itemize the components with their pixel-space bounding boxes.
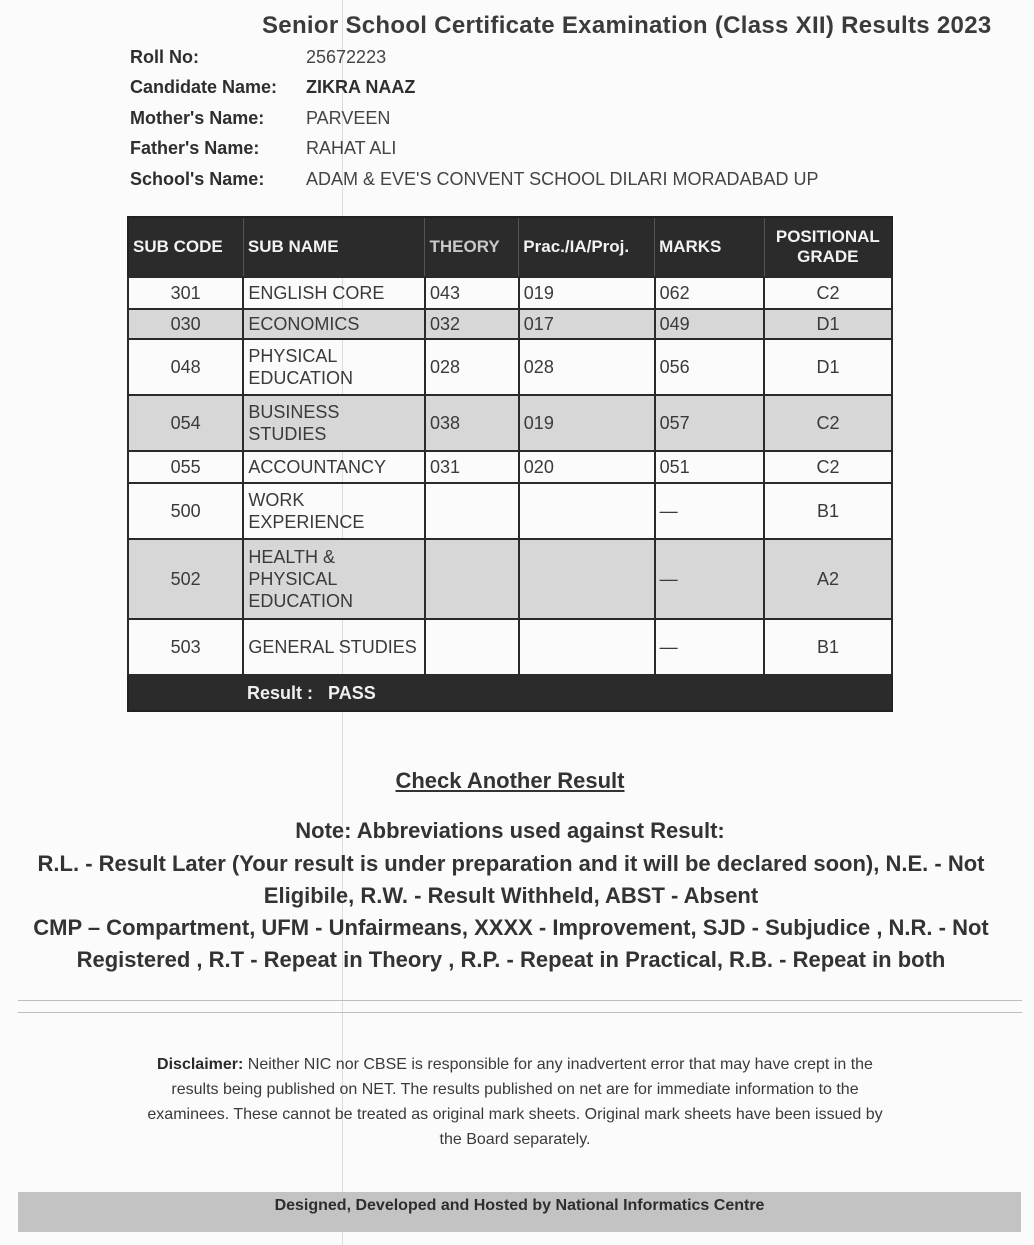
theory-cell: 038 [425,395,519,451]
marks-cell: 049 [655,309,765,339]
header-grade-line2: GRADE [797,247,859,266]
school-name-value: ADAM & EVE'S CONVENT SCHOOL DILARI MORADABAD UP [306,168,819,189]
sub-code-cell: 055 [128,451,243,483]
note-abbreviations-1: R.L. - Result Later (Your result is under preparation and it will be declared soon), N.E. - Not Eligibile, R.W. - Result Withheld, ABST - Absent [37,851,985,908]
header-positional-grade [764,217,892,277]
theory-cell: 028 [425,339,519,395]
header-marks: MARKS [655,217,765,277]
mother-name-row [130,103,819,134]
result-label: Result : [247,683,314,703]
school-name-row [130,164,819,195]
divider [18,1012,1022,1013]
practical-cell: 017 [519,309,655,339]
marks-cell: — [655,483,765,539]
sub-name-cell: ACCOUNTANCY [243,451,425,483]
check-another-result-link[interactable]: Check Another Result [395,768,625,793]
disclaimer [135,1052,895,1152]
sub-code-cell: 503 [128,619,243,675]
sub-code-cell: 030 [128,309,243,339]
sub-code-cell: 301 [128,277,243,309]
disclaimer-label: Disclaimer: [157,1056,244,1073]
father-name-value: RAHAT ALI [306,138,397,159]
sub-name-cell: BUSINESS STUDIES [243,395,425,451]
results-table [127,216,893,712]
sub-code-cell: 502 [128,539,243,619]
table-row [128,483,892,539]
grade-cell: C2 [764,395,892,451]
mother-name-value: PARVEEN [306,107,391,128]
footer-credit: Designed, Developed and Hosted by National Informatics Centre [18,1192,1021,1232]
candidate-info [130,42,819,195]
father-name-row [130,134,819,165]
note-abbreviations-2: CMP – Compartment, UFM - Unfairmeans, XXXX - Improvement, SJD - Subjudice , N.R. - Not Registered , R.T - Repeat in Theory , R.P. - Repeat in Practical, R.B. - Repeat in both [33,915,989,972]
grade-cell: D1 [764,339,892,395]
header-theory: THEORY [425,217,519,277]
sub-code-cell: 048 [128,339,243,395]
disclaimer-text: Neither NIC nor CBSE is responsible for any inadvertent error that may have crept in the results being published on NET. The results published on net are for immediate information to the examinees. These cannot be treated as original mark sheets. Original mark sheets have been issued by the Board separately. [147,1056,883,1148]
theory-cell [425,539,519,619]
results-header-row [128,217,892,277]
theory-cell: 031 [425,451,519,483]
roll-no-row [130,42,819,73]
sub-name-cell: ECONOMICS [243,309,425,339]
table-row [128,451,892,483]
school-name-label: School's Name: [130,168,265,189]
grade-cell: B1 [764,619,892,675]
practical-cell: 019 [519,395,655,451]
grade-cell: C2 [764,451,892,483]
table-row [128,395,892,451]
marks-cell: 051 [655,451,765,483]
marks-cell: 062 [655,277,765,309]
result-cell [128,675,892,711]
table-row [128,309,892,339]
header-sub-name: SUB NAME [243,217,425,277]
sub-name-cell: PHYSICAL EDUCATION [243,339,425,395]
mother-name-label: Mother's Name: [130,107,265,128]
theory-cell: 032 [425,309,519,339]
theory-cell [425,483,519,539]
candidate-name-value: ZIKRA NAAZ [306,77,416,98]
result-row [128,675,892,711]
practical-cell [519,619,655,675]
grade-cell: B1 [764,483,892,539]
marks-cell: — [655,619,765,675]
candidate-name-row [130,73,819,104]
sub-name-cell: WORK EXPERIENCE [243,483,425,539]
grade-cell: C2 [764,277,892,309]
sub-code-cell: 500 [128,483,243,539]
marks-cell: — [655,539,765,619]
table-row [128,277,892,309]
grade-cell: A2 [764,539,892,619]
roll-no-value: 25672223 [306,46,387,67]
table-row [128,619,892,675]
table-row [128,539,892,619]
practical-cell: 020 [519,451,655,483]
divider [18,1000,1022,1001]
marks-cell: 057 [655,395,765,451]
result-value: PASS [328,683,376,703]
sub-name-cell: GENERAL STUDIES [243,619,425,675]
candidate-name-label: Candidate Name: [130,77,278,98]
father-name-label: Father's Name: [130,138,260,159]
sub-code-cell: 054 [128,395,243,451]
practical-cell [519,483,655,539]
practical-cell [519,539,655,619]
practical-cell: 019 [519,277,655,309]
theory-cell [425,619,519,675]
header-practical: Prac./IA/Proj. [519,217,655,277]
note-title: Note: Abbreviations used against Result: [295,818,725,843]
sub-name-cell: ENGLISH CORE [243,277,425,309]
marks-cell: 056 [655,339,765,395]
grade-cell: D1 [764,309,892,339]
header-grade-line1: POSITIONAL [775,227,880,246]
page-title: Senior School Certificate Examination (Class XII) Results 2023 [262,12,992,39]
theory-cell: 043 [425,277,519,309]
table-row [128,339,892,395]
header-sub-code: SUB CODE [128,217,243,277]
roll-no-label: Roll No: [130,46,199,67]
sub-name-cell: HEALTH & PHYSICAL EDUCATION [243,539,425,619]
practical-cell: 028 [519,339,655,395]
